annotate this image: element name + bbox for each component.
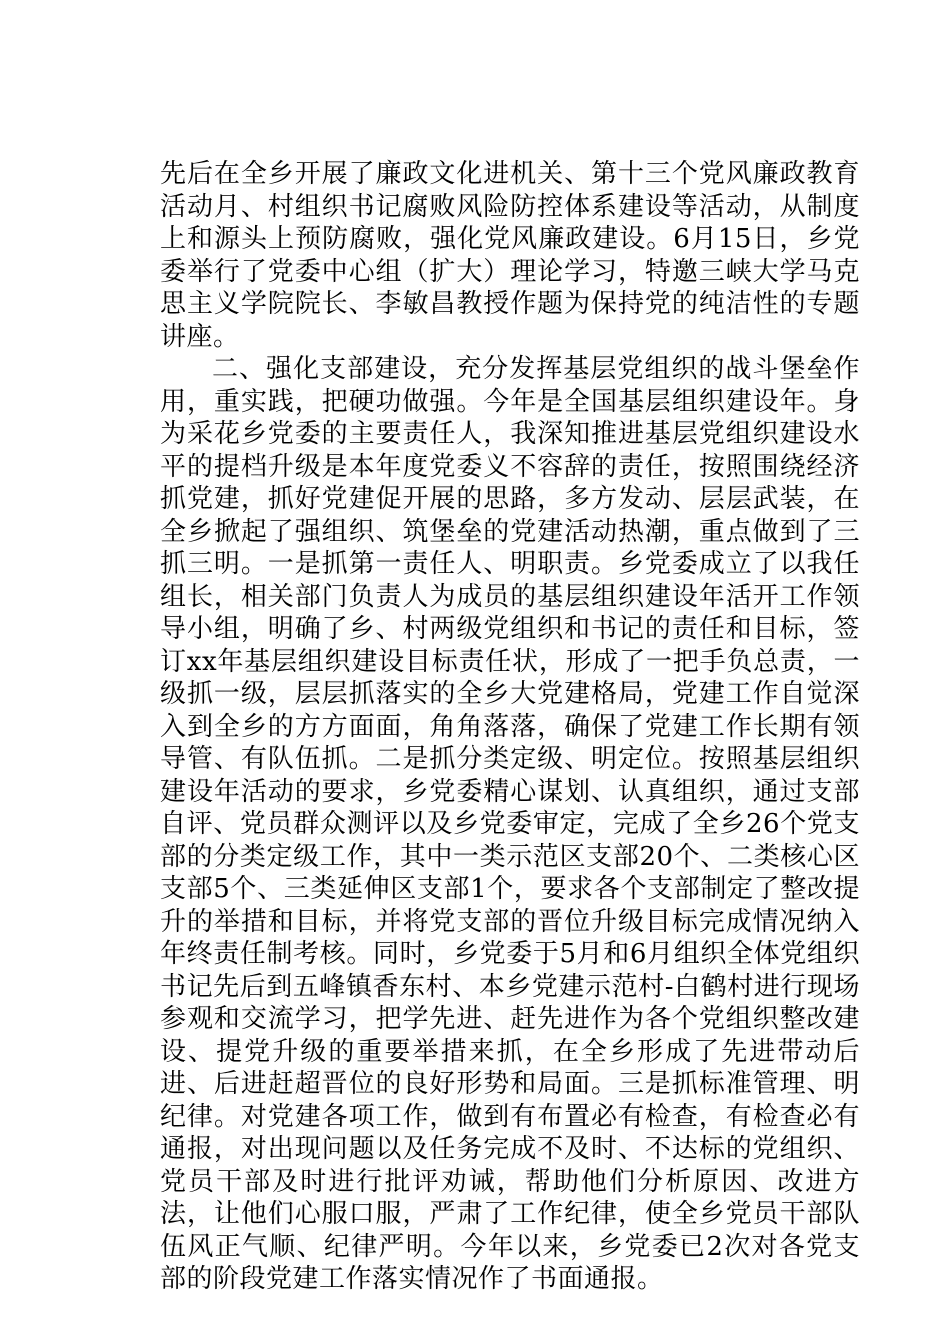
paragraph-section-two: 二、强化支部建设，充分发挥基层党组织的战斗堡垒作用，重实践，把硬功做强。今年是全国基层组织建设年。身为采花乡党委的主要责任人，我深知推进基层党组织建设水平的提档升级是本年度党委义不容辞的责任，按照围绕经济抓党建，抓好党建促开展的思路，多方发动、层层武装，在全乡掀起了强组织、筑堡垒的党建活动热潮，重点做到了三抓三明。一是抓第一责任人、明职责。乡党委成立了以我任组长，相关部门负责人为成员的基层组织建设年活开工作领导小组，明确了乡、村两级党组织和书记的责任和目标，签订xx年基层组织建设目标责任状，形成了一把手负总责，一级抓一级，层层抓落实的全乡大党建格局，党建工作自觉深入到全乡的方方面面，角角落落，确保了党建工作长期有领导管、有队伍抓。二是抓分类定级、明定位。按照基层组织建设年活动的要求，乡党委精心谋划、认真组织，通过支部自评、党员群众测评以及乡党委审定，完成了全乡26个党支部的分类定级工作，其中一类示范区支部20个、二类核心区支部5个、三类延伸区支部1个，要求各个支部制定了整改提升的举措和目标，并将党支部的晋位升级目标完成情况纳入年终责任制考核。同时，乡党委于5月和6月组织全体党组织书记先后到五峰镇香东村、本乡党建示范村-白鹤村进行现场参观和交流学习，把学先进、赶先进作为各个党组织整改建设、提党升级的重要举措来抓，在全乡形成了先进带动后进、后进赶超晋位的良好形势和局面。三是抓标准管理、明纪律。对党建各项工作，做到有布置必有检查，有检查必有通报，对出现问题以及任务完成不及时、不达标的党组织、党员干部及时进行批评劝诫，帮助他们分析原因、改进方法，让他们心服口服，严肃了工作纪律，使全乡党员干部队伍风正气顺、纪律严明。今年以来，乡党委已2次对各党支部的阶段党建工作落实情况作了书面通报。 [160,354,860,1294]
document-body [160,158,860,1296]
paragraph-continuation: 先后在全乡开展了廉政文化进机关、第十三个党风廉政教育活动月、村组织书记腐败风险防控体系建设等活动，从制度上和源头上预防腐败，强化党风廉政建设。6月15日，乡党委举行了党委中心组（扩大）理论学习，特邀三峡大学马克思主义学院院长、李敏昌教授作题为保持党的纯洁性的专题讲座。 [160,159,860,352]
